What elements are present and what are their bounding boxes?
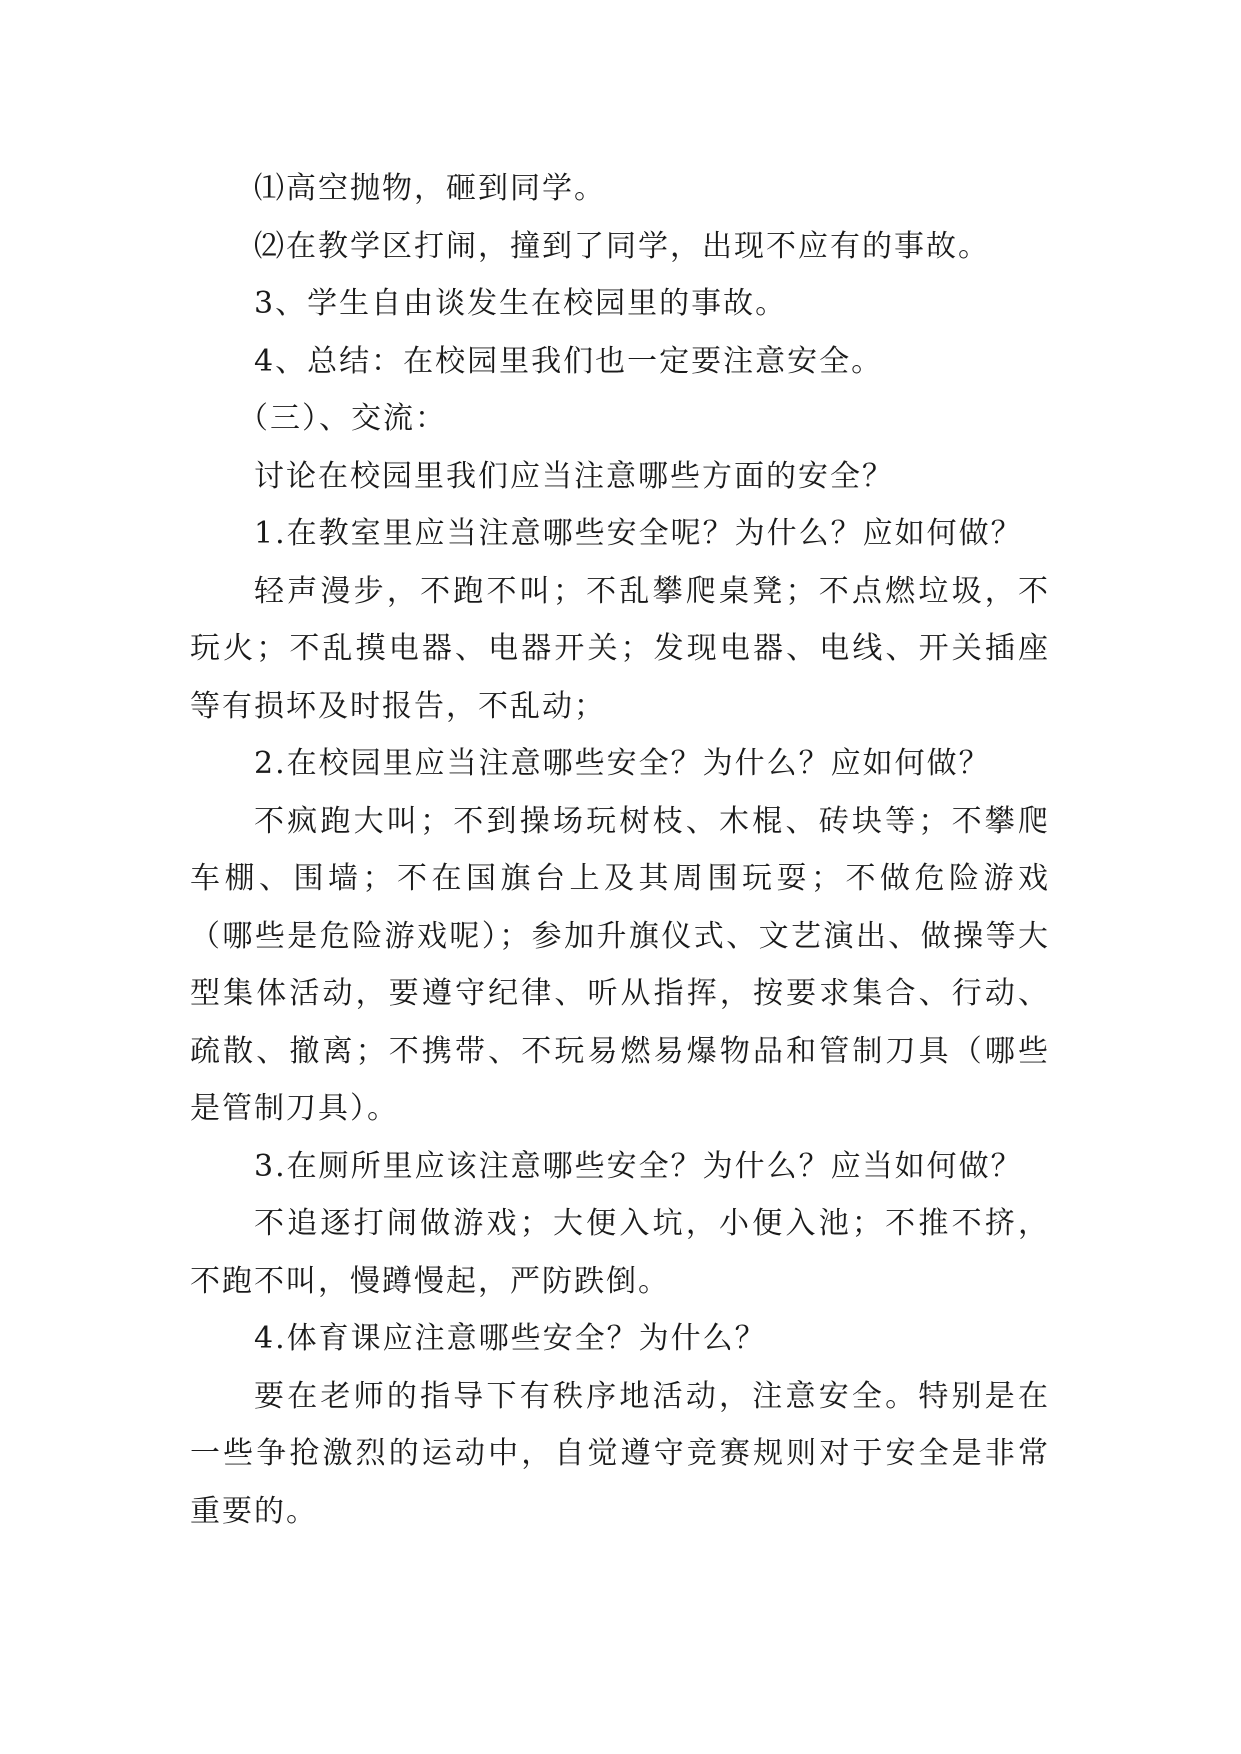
document-body	[190, 160, 1050, 1540]
paragraph-item-1: ⑴高空抛物，砸到同学。	[254, 171, 606, 206]
question-3: 3.在厕所里应该注意哪些安全？为什么？应当如何做？	[254, 1148, 1023, 1184]
question-1: 1.在教室里应当注意哪些安全呢？为什么？应如何做？	[254, 516, 1023, 551]
answer-3: 不追逐打闹做游戏；大便入坑，小便入池；不推不挤，不跑不叫，慢蹲慢起，严防跌倒。	[190, 1206, 1050, 1299]
discussion-prompt: 讨论在校园里我们应当注意哪些方面的安全？	[254, 458, 894, 494]
question-2: 2.在校园里应当注意哪些安全？为什么？应如何做？	[254, 746, 991, 781]
paragraph-item-4: 4、总结：在校园里我们也一定要注意安全。	[254, 343, 884, 379]
section-heading: （三）、交流：	[238, 401, 447, 436]
answer-2: 不疯跑大叫；不到操场玩树枝、木棍、砖块等；不攀爬车棚、围墙；不在国旗台上及其周围玩耍；不做危险游戏（哪些是危险游戏呢）；参加升旗仪式、文艺演出、做操等大型集体活动，要遵守纪律、听从指挥，按要求集合、行动、疏散、撤离；不携带、不玩易燃易爆物品和管制刀具（哪些是管制刀具）。	[190, 803, 1050, 1126]
question-4: 4.体育课应注意哪些安全？为什么？	[254, 1321, 767, 1356]
paragraph-item-2: ⑵在教学区打闹，撞到了同学，出现不应有的事故。	[254, 228, 990, 264]
answer-1: 轻声漫步，不跑不叫；不乱攀爬桌凳；不点燃垃圾，不玩火；不乱摸电器、电器开关；发现电器、电线、开关插座等有损坏及时报告，不乱动；	[190, 573, 1050, 724]
answer-4: 要在老师的指导下有秩序地活动，注意安全。特别是在一些争抢激烈的运动中，自觉遵守竞赛规则对于安全是非常重要的。	[190, 1378, 1050, 1529]
paragraph-item-3: 3、学生自由谈发生在校园里的事故。	[254, 286, 788, 321]
